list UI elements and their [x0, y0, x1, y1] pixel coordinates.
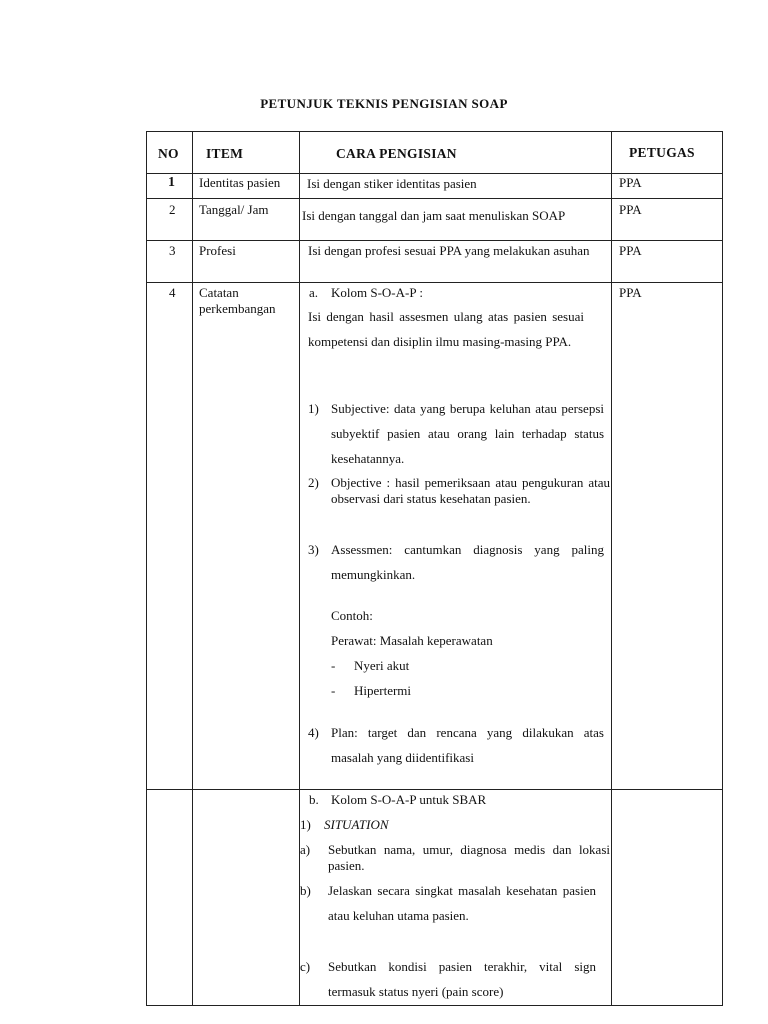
list-number: 4) — [308, 725, 319, 740]
bullet-nyeri-akut: Nyeri akut — [354, 658, 410, 673]
row-5-b-label: b. — [309, 792, 319, 807]
list-item-objective: Objective : hasil pemeriksaan atau pengukuran atau observasi dari status kesehatan pasien. — [331, 475, 610, 506]
sub-letter: b) — [300, 883, 311, 898]
row-divider — [146, 198, 723, 199]
list-number: 2) — [308, 475, 319, 490]
contoh-label: Contoh: — [331, 608, 373, 623]
column-divider — [299, 131, 300, 1006]
bullet-hipertermi: Hipertermi — [354, 683, 412, 698]
sub-letter: c) — [300, 959, 311, 974]
row-2-cara: Isi dengan tanggal dan jam saat menuliskan SOAP — [302, 208, 566, 223]
sub-item-b: Jelaskan secara singkat masalah kesehatan pasien atau keluhan utama pasien. — [328, 883, 596, 923]
row-4-a-title: Kolom S-O-A-P : — [331, 285, 423, 300]
row-2-petugas: PPA — [619, 202, 642, 217]
row-divider — [146, 173, 723, 174]
row-4-intro: Isi dengan hasil assesmen ulang atas pasien sesuai kompetensi dan disiplin ilmu masing-masing PPA. — [308, 309, 584, 349]
list-item-plan: Plan: target dan rencana yang dilakukan atas masalah yang diidentifikasi — [331, 725, 604, 765]
row-4-a-label: a. — [309, 285, 319, 300]
row-divider — [146, 240, 723, 241]
table-border-top — [146, 131, 723, 132]
row-4-petugas: PPA — [619, 285, 642, 300]
table-border-left — [146, 131, 147, 1006]
list-number: 3) — [308, 542, 319, 557]
sub-item-a: Sebutkan nama, umur, diagnosa medis dan lokasi pasien. — [328, 842, 610, 873]
row-1-petugas: PPA — [619, 175, 642, 190]
header-petugas: PETUGAS — [629, 145, 695, 160]
row-2-no: 2 — [169, 202, 176, 217]
sub-item-c: Sebutkan kondisi pasien terakhir, vital sign termasuk status nyeri (pain score) — [328, 959, 596, 999]
list-item-subjective: Subjective: data yang berupa keluhan atau persepsi subyektif pasien atau orang lain terhadap status kesehatannya. — [331, 401, 604, 466]
row-1-item: Identitas pasien — [199, 175, 281, 190]
header-cara-pengisian: CARA PENGISIAN — [336, 146, 457, 161]
row-3-item: Profesi — [199, 243, 236, 258]
row-3-petugas: PPA — [619, 243, 642, 258]
sub-letter: a) — [300, 842, 311, 857]
row-divider — [146, 789, 723, 790]
perawat-label: Perawat: Masalah keperawatan — [331, 633, 493, 648]
bullet-dash: - — [331, 658, 336, 673]
row-1-no: 1 — [168, 175, 175, 190]
row-divider — [146, 282, 723, 283]
row-4-item: Catatan perkembangan — [199, 285, 276, 316]
row-3-cara: Isi dengan profesi sesuai PPA yang melakukan asuhan — [308, 243, 590, 258]
header-no: NO — [158, 146, 179, 161]
row-1-cara: Isi dengan stiker identitas pasien — [307, 176, 477, 191]
row-5-b-title: Kolom S-O-A-P untuk SBAR — [331, 792, 487, 807]
document-title: PETUNJUK TEKNIS PENGISIAN SOAP — [260, 96, 508, 111]
bullet-dash: - — [331, 683, 336, 698]
table-border-bottom — [146, 1005, 723, 1006]
column-divider — [611, 131, 612, 1006]
situation-heading: SITUATION — [324, 817, 389, 832]
header-item: ITEM — [206, 146, 244, 161]
situation-number: 1) — [300, 817, 311, 832]
row-2-item: Tanggal/ Jam — [199, 202, 269, 217]
column-divider — [192, 131, 193, 1006]
table-border-right — [722, 131, 723, 1006]
list-number: 1) — [308, 401, 319, 416]
row-4-no: 4 — [169, 285, 176, 300]
row-3-no: 3 — [169, 243, 176, 258]
list-item-assessmen: Assessmen: cantumkan diagnosis yang paling memungkinkan. — [331, 542, 604, 582]
